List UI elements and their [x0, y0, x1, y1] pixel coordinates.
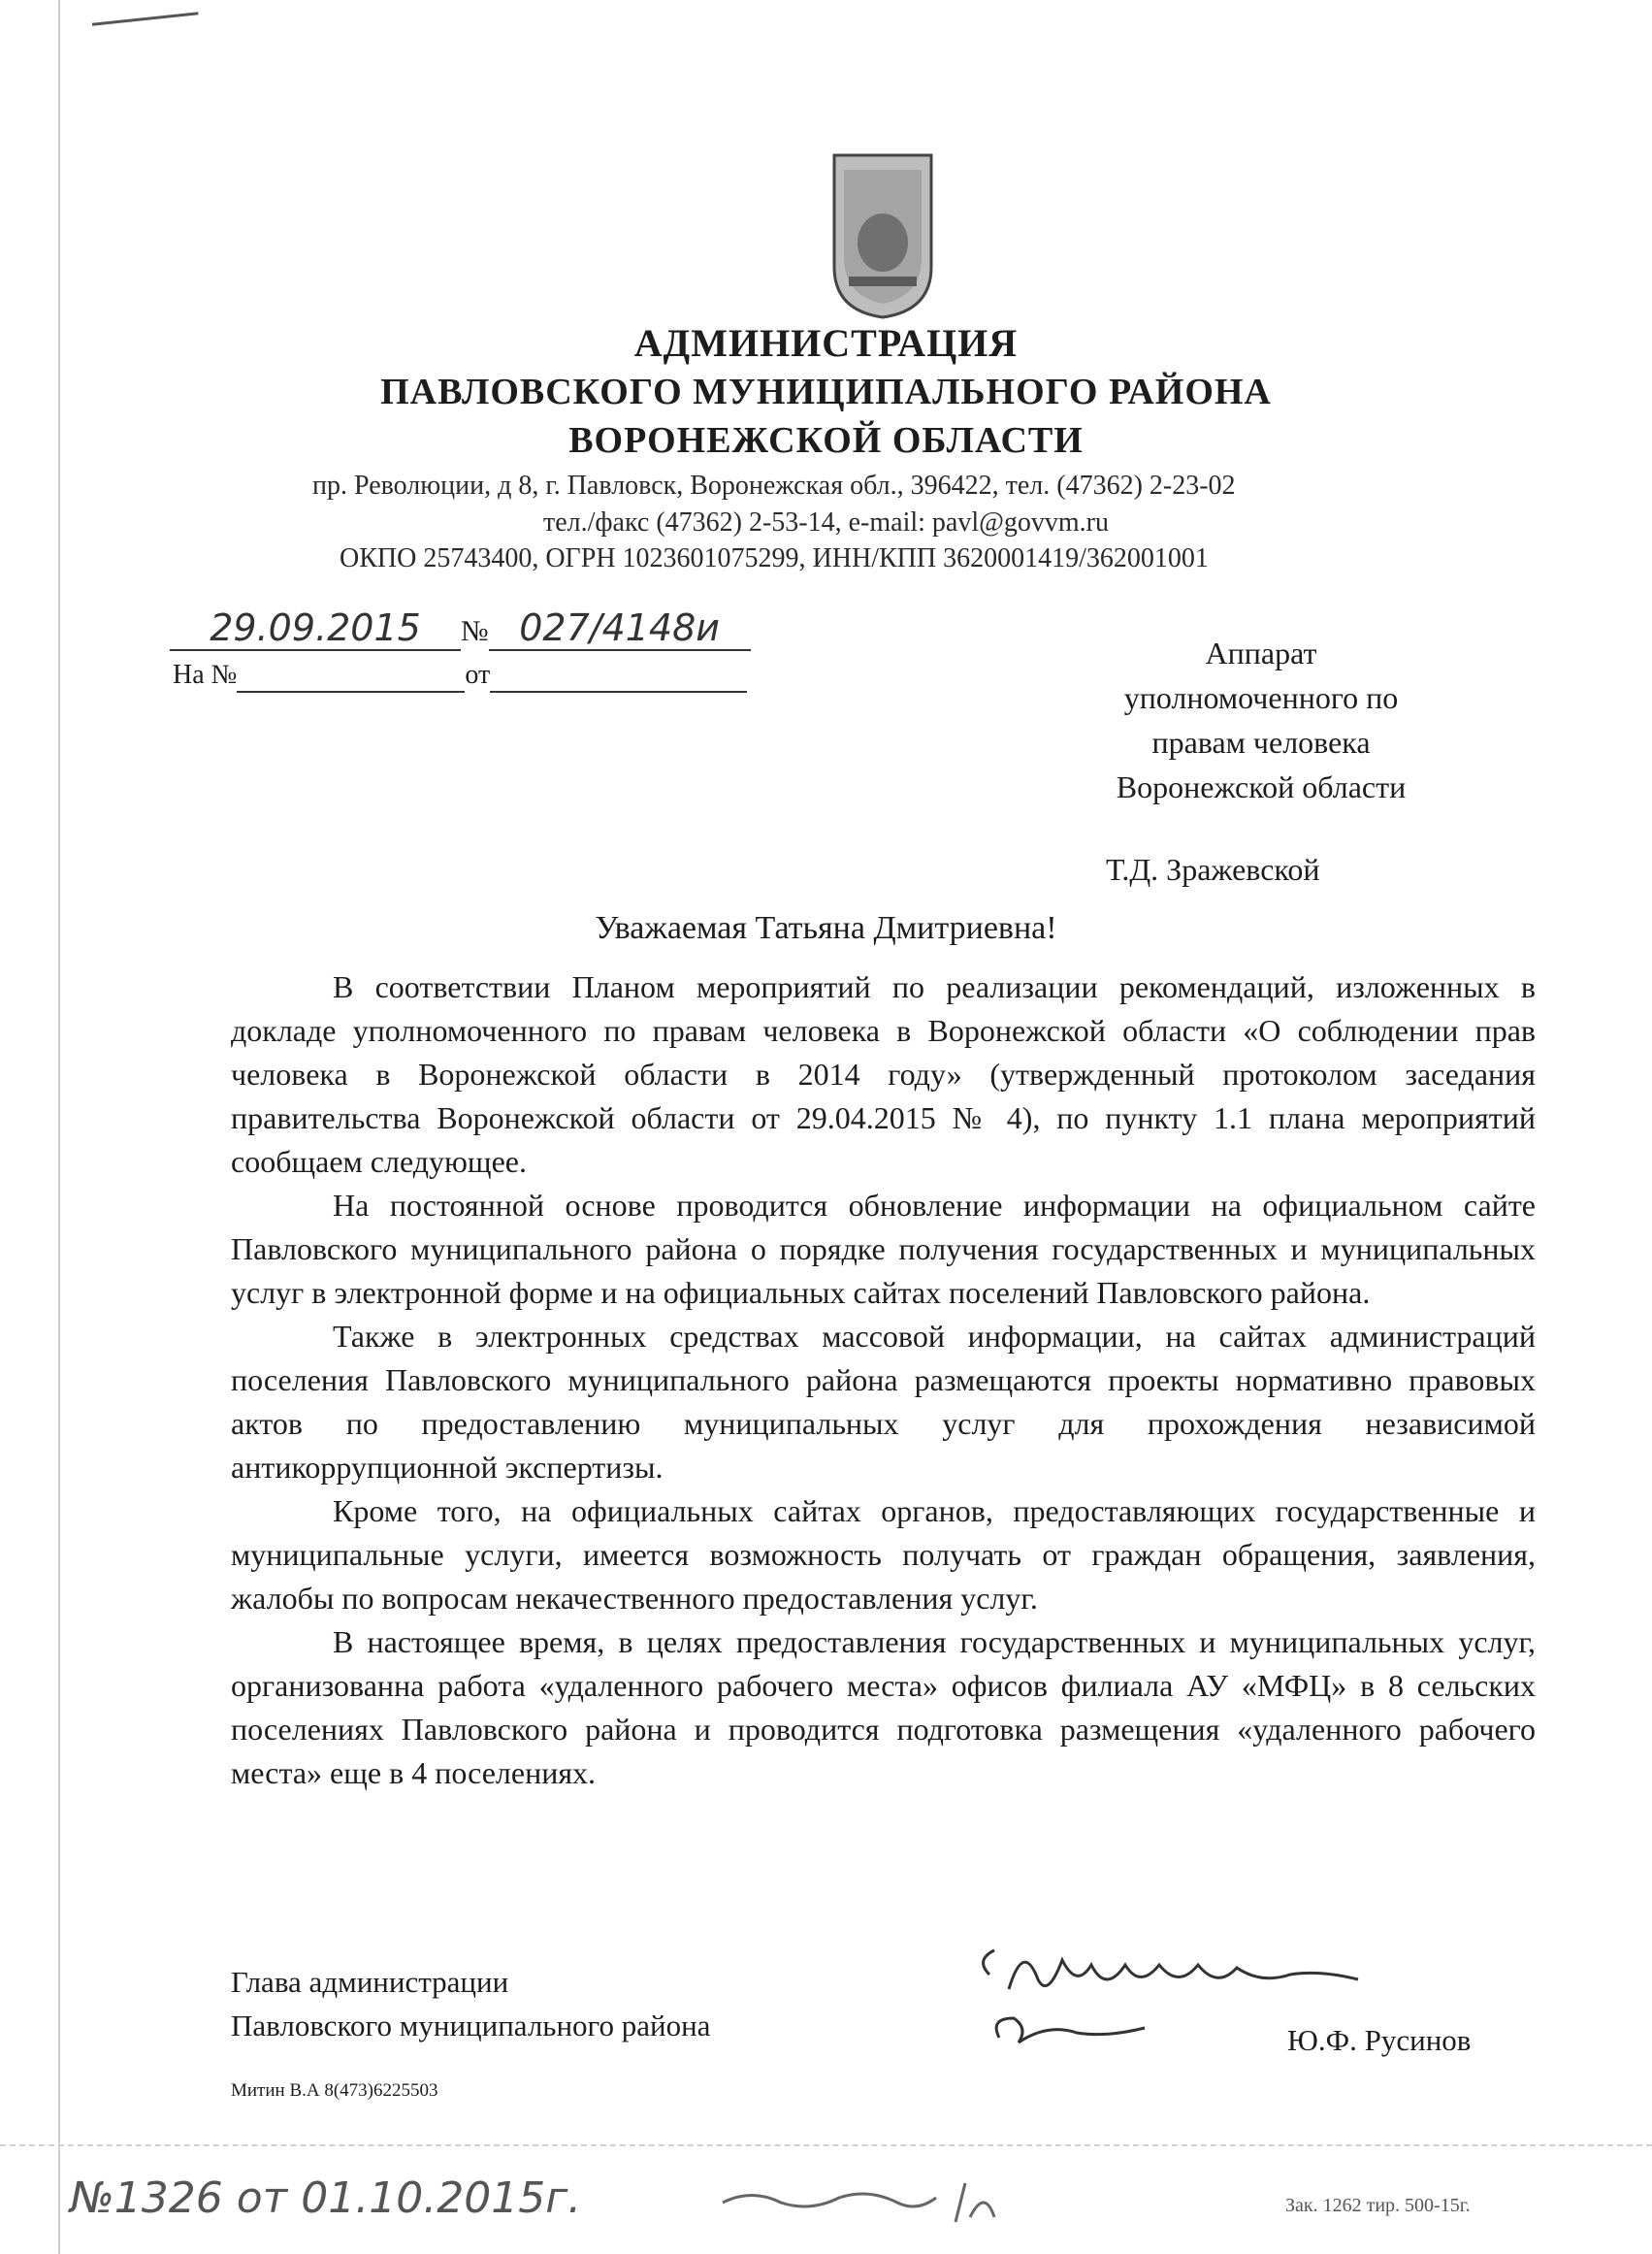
cut-line	[0, 2144, 1652, 2146]
addressee-name: Т.Д. Зражевской	[1106, 852, 1320, 887]
letterhead-address: пр. Революции, д 8, г. Павловск, Воронежская обл., 396422, тел. (47362) 2-23-02	[312, 471, 1236, 501]
handwritten-note	[713, 2169, 1004, 2237]
addressee-block	[1067, 631, 1455, 809]
registration-line	[170, 606, 751, 651]
reference-from-label: от	[465, 660, 491, 690]
addressee-line2: уполномоченного по	[1123, 680, 1399, 715]
reference-number-label: На №	[173, 660, 238, 690]
letterhead-fax-email: тел./факс (47362) 2-53-14, e-mail: pavl@govvm.ru	[543, 507, 1110, 538]
signatory-name: Ю.Ф. Русинов	[1287, 2023, 1472, 2057]
body-paragraph-3: Также в электронных средствах массовой информации, на сайтах администраций поселения Павловского муниципального района размещаются проекты нормативно правовых актов по предоставлению муниципальных услуг для прохождения независимой антикоррупционной экспертизы.	[231, 1319, 1536, 1485]
addressee-line3: правам человека	[1151, 725, 1371, 760]
letter-body	[231, 965, 1536, 1795]
body-paragraph-4: Кроме того, на официальных сайтах органов, предоставляющих государственные и муниципальные услуги, имеется возможность получать от граждан обращения, заявления, жалобы по вопросам некачественного предоставления услуг.	[231, 1493, 1536, 1616]
incoming-registration-stamp: №1326 от 01.10.2015г.	[70, 2173, 582, 2223]
addressee-line1: Аппарат	[1205, 636, 1317, 670]
body-paragraph-1: В соответствии Планом мероприятий по реализации рекомендаций, изложенных в докладе уполномоченного по правам человека в Воронежской области «О соблюдении прав человека в Воронежской области в 2014 году» (утвержденный протоколом заседания правительства Воронежской области от 29.04.2015 № 4), по пункту 1.1 плана мероприятий сообщаем следующее.	[231, 969, 1536, 1179]
print-order-info: Зак. 1262 тир. 500-15г.	[1285, 2195, 1471, 2216]
letterhead-codes: ОКПО 25743400, ОГРН 1023601075299, ИНН/КПП 3620001419/362001001	[340, 543, 1209, 573]
reference-line	[173, 660, 747, 693]
signatory-position-line2: Павловского муниципального района	[231, 2009, 711, 2042]
body-paragraph-2: На постоянной основе проводится обновление информации на официальном сайте Павловского муниципального района о порядке получения государственных и муниципальных услуг в электронной форме и на официальных сайтах поселений Павловского района.	[231, 1188, 1536, 1310]
registration-number-prefix: №	[461, 615, 489, 647]
letterhead-title-line1: АДМИНИСТРАЦИЯ	[633, 321, 1019, 365]
salutation: Уважаемая Татьяна Дмитриевна!	[595, 910, 1057, 946]
signatory-position-line1: Глава администрации	[231, 1965, 509, 1999]
staple-mark	[92, 12, 199, 31]
executor-info: Митин В.А 8(473)6225503	[231, 2080, 438, 2101]
registration-number: 027/4148и	[519, 606, 720, 649]
coat-of-arms-icon	[829, 150, 936, 320]
body-paragraph-5: В настоящее время, в целях предоставления государственных и муниципальных услуг, организованна работа «удаленного рабочего места» офисов филиала АУ «МФЦ» в 8 сельских поселениях Павловского района и проводится подготовка размещения «удаленного рабочего места» еще в 4 поселениях.	[231, 1624, 1536, 1790]
letterhead-title-line3: ВОРОНЕЖСКОЙ ОБЛАСТИ	[568, 420, 1084, 461]
registration-date: 29.09.2015	[210, 606, 421, 649]
letterhead-title-line2: ПАВЛОВСКОГО МУНИЦИПАЛЬНОГО РАЙОНА	[380, 372, 1272, 412]
addressee-line4: Воронежской области	[1116, 769, 1407, 804]
